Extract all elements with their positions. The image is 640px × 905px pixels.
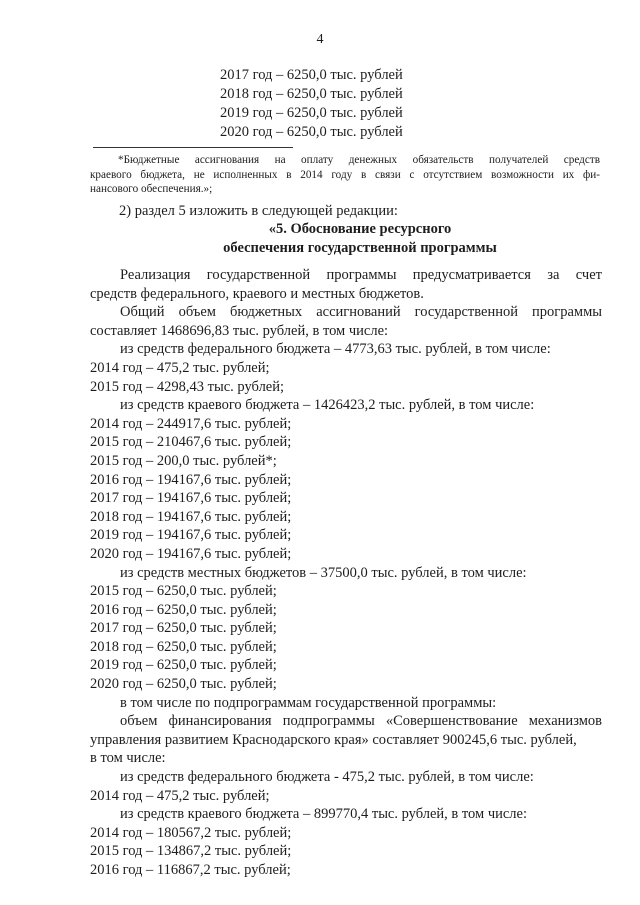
year-list-top: [220, 66, 403, 142]
paragraph-line: Реализация государственной программы предусматривается за счет: [120, 267, 602, 283]
year-line: 2014 год – 475,2 тыс. рублей;: [90, 359, 270, 376]
paragraph-line: управления развитием Краснодарского края» составляет 900245,6 тыс. рублей,: [90, 731, 577, 748]
footnote-divider: [93, 147, 293, 148]
paragraph-line: Общий объем бюджетных ассигнований государственной программы: [120, 304, 602, 321]
year-line: 2020 год – 6250,0 тыс. рублей: [220, 124, 403, 140]
footnote-line: *Бюджетные ассигнования на оплату денежных обязательств получателей средств: [118, 154, 600, 166]
year-line: 2018 год – 6250,0 тыс. рублей;: [90, 638, 277, 655]
footnote: [90, 153, 600, 197]
paragraph-line: в том числе:: [90, 750, 166, 767]
subprogram-intro: в том числе по подпрограммам государственной программы:: [120, 694, 497, 711]
year-line: 2014 год – 180567,2 тыс. рублей;: [90, 824, 292, 841]
heading-line: «5. Обоснование ресурсного: [268, 221, 452, 237]
section-heading: [150, 220, 570, 258]
year-line: 2015 год – 6250,0 тыс. рублей;: [90, 583, 277, 600]
amendment-item: 2) раздел 5 изложить в следующей редакции:: [119, 203, 398, 219]
year-line: 2019 год – 194167,6 тыс. рублей;: [90, 527, 292, 544]
paragraph-line: составляет 1468696,83 тыс. рублей, в том числе:: [90, 322, 389, 339]
regional-total: из средств краевого бюджета – 1426423,2 тыс. рублей, в том числе:: [120, 397, 535, 414]
year-line: 2020 год – 194167,6 тыс. рублей;: [90, 545, 292, 562]
year-line: 2015 год – 210467,6 тыс. рублей;: [90, 434, 292, 451]
local-total: из средств местных бюджетов – 37500,0 тыс. рублей, в том числе:: [120, 564, 527, 581]
year-line: 2018 год – 6250,0 тыс. рублей: [220, 86, 403, 102]
year-line: 2019 год – 6250,0 тыс. рублей: [220, 105, 403, 121]
year-line: 2014 год – 475,2 тыс. рублей;: [90, 787, 270, 804]
year-line: 2017 год – 194167,6 тыс. рублей;: [90, 490, 292, 507]
page-number: 4: [316, 32, 324, 47]
paragraph-line: средств федерального, краевого и местных бюджетов.: [90, 285, 424, 302]
federal-total: из средств федерального бюджета – 4773,63 тыс. рублей, в том числе:: [120, 341, 551, 358]
footnote-line: краевого бюджета, не исполненных в 2014 году в связи с отсутствием возможности их фи-: [90, 168, 600, 181]
heading-line: обеспечения государственной программы: [223, 240, 497, 256]
year-line: 2015 год – 200,0 тыс. рублей*;: [90, 452, 277, 469]
footnote-line: нансового обеспечения.»;: [90, 183, 213, 195]
year-line: 2020 год – 6250,0 тыс. рублей;: [90, 676, 277, 693]
year-line: 2016 год – 6250,0 тыс. рублей;: [90, 601, 277, 618]
year-line: 2017 год – 6250,0 тыс. рублей: [220, 67, 403, 83]
year-line: 2014 год – 244917,6 тыс. рублей;: [90, 415, 292, 432]
year-line: 2018 год – 194167,6 тыс. рублей;: [90, 508, 292, 525]
year-line: 2016 год – 194167,6 тыс. рублей;: [90, 471, 292, 488]
year-line: 2019 год – 6250,0 тыс. рублей;: [90, 657, 277, 674]
subprogram-federal-total: из средств федерального бюджета - 475,2 тыс. рублей, в том числе:: [120, 769, 534, 786]
year-line: 2017 год – 6250,0 тыс. рублей;: [90, 620, 277, 637]
subprogram-regional-total: из средств краевого бюджета – 899770,4 тыс. рублей, в том числе:: [120, 806, 528, 823]
year-line: 2015 год – 134867,2 тыс. рублей;: [90, 843, 292, 860]
paragraph-line: объем финансирования подпрограммы «Совершенствование механизмов: [120, 713, 602, 730]
section-body: [90, 266, 602, 880]
year-line: 2015 год – 4298,43 тыс. рублей;: [90, 378, 285, 395]
year-line: 2016 год – 116867,2 тыс. рублей;: [90, 862, 291, 878]
